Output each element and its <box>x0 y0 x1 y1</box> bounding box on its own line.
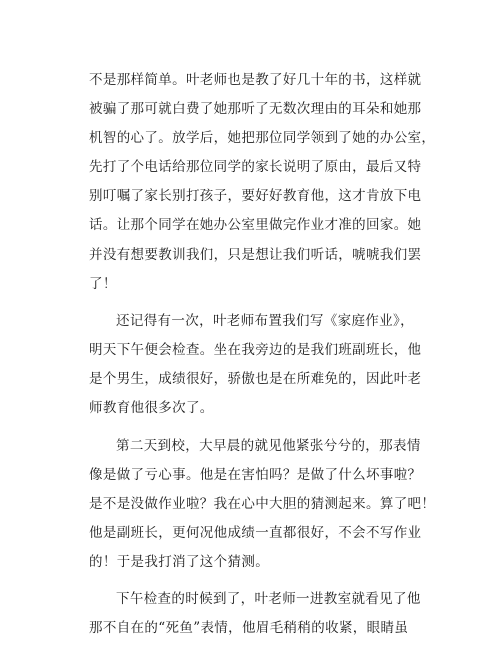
text-line: 了！ <box>89 275 117 292</box>
text-line: 师教育他很多次了。 <box>89 400 214 417</box>
paragraph-2 <box>89 307 422 423</box>
text-line: 还记得有一次，叶老师布置我们写《家庭作业》， <box>116 312 414 329</box>
text-line: 下午检查的时候到了，叶老师一进教室就看见了他 <box>116 591 421 608</box>
text-line: 机智的心了。放学后，她把那位同学领到了她的办公室， <box>89 130 436 147</box>
text-line: 的！于是我打消了这个猜测。 <box>89 553 270 570</box>
text-line: 像是做了亏心事。他是在害怕吗？是做了什么坏事啦？ <box>89 466 422 483</box>
text-line: 不是那样简单。叶老师也是教了好几十年的书，这样就 <box>89 72 422 88</box>
paragraph-3 <box>89 432 436 577</box>
text-line: 明天下午便会检查。坐在我旁边的是我们班副班长，他 <box>89 342 422 359</box>
text-line: 第二天到校，大早晨的就见他紧张兮兮的，那表情 <box>116 437 421 454</box>
text-line: 先打了个电话给那位同学的家长说明了原由，最后又特 <box>89 159 422 176</box>
paragraph-4 <box>89 585 421 643</box>
text-line: 并没有想要教训我们，只是想让我们听话，唬唬我们罢 <box>89 246 422 263</box>
text-line: 是不是没做作业啦？我在心中大胆的猜测起来。算了吧！ <box>89 495 436 512</box>
text-line: 别叮嘱了家长别打孩子，要好好教育他，这才肯放下电 <box>89 188 422 205</box>
text-line: 话。让那个同学在她办公室里做完作业才准的回家。她 <box>89 217 422 234</box>
text-line: 他是副班长，更何况他成绩一直都很好，不会不写作业 <box>89 524 422 541</box>
paragraph-1 <box>89 66 436 299</box>
document-body <box>89 66 436 652</box>
text-line: 是个男生，成绩很好，骄傲也是在所难免的，因此叶老 <box>89 371 422 388</box>
text-line: 那不自在的“死鱼”表情，他眉毛稍稍的收紧，眼睛虽 <box>89 620 409 637</box>
text-line: 被骗了那可就白费了她那听了无数次理由的耳朵和她那 <box>89 101 422 118</box>
